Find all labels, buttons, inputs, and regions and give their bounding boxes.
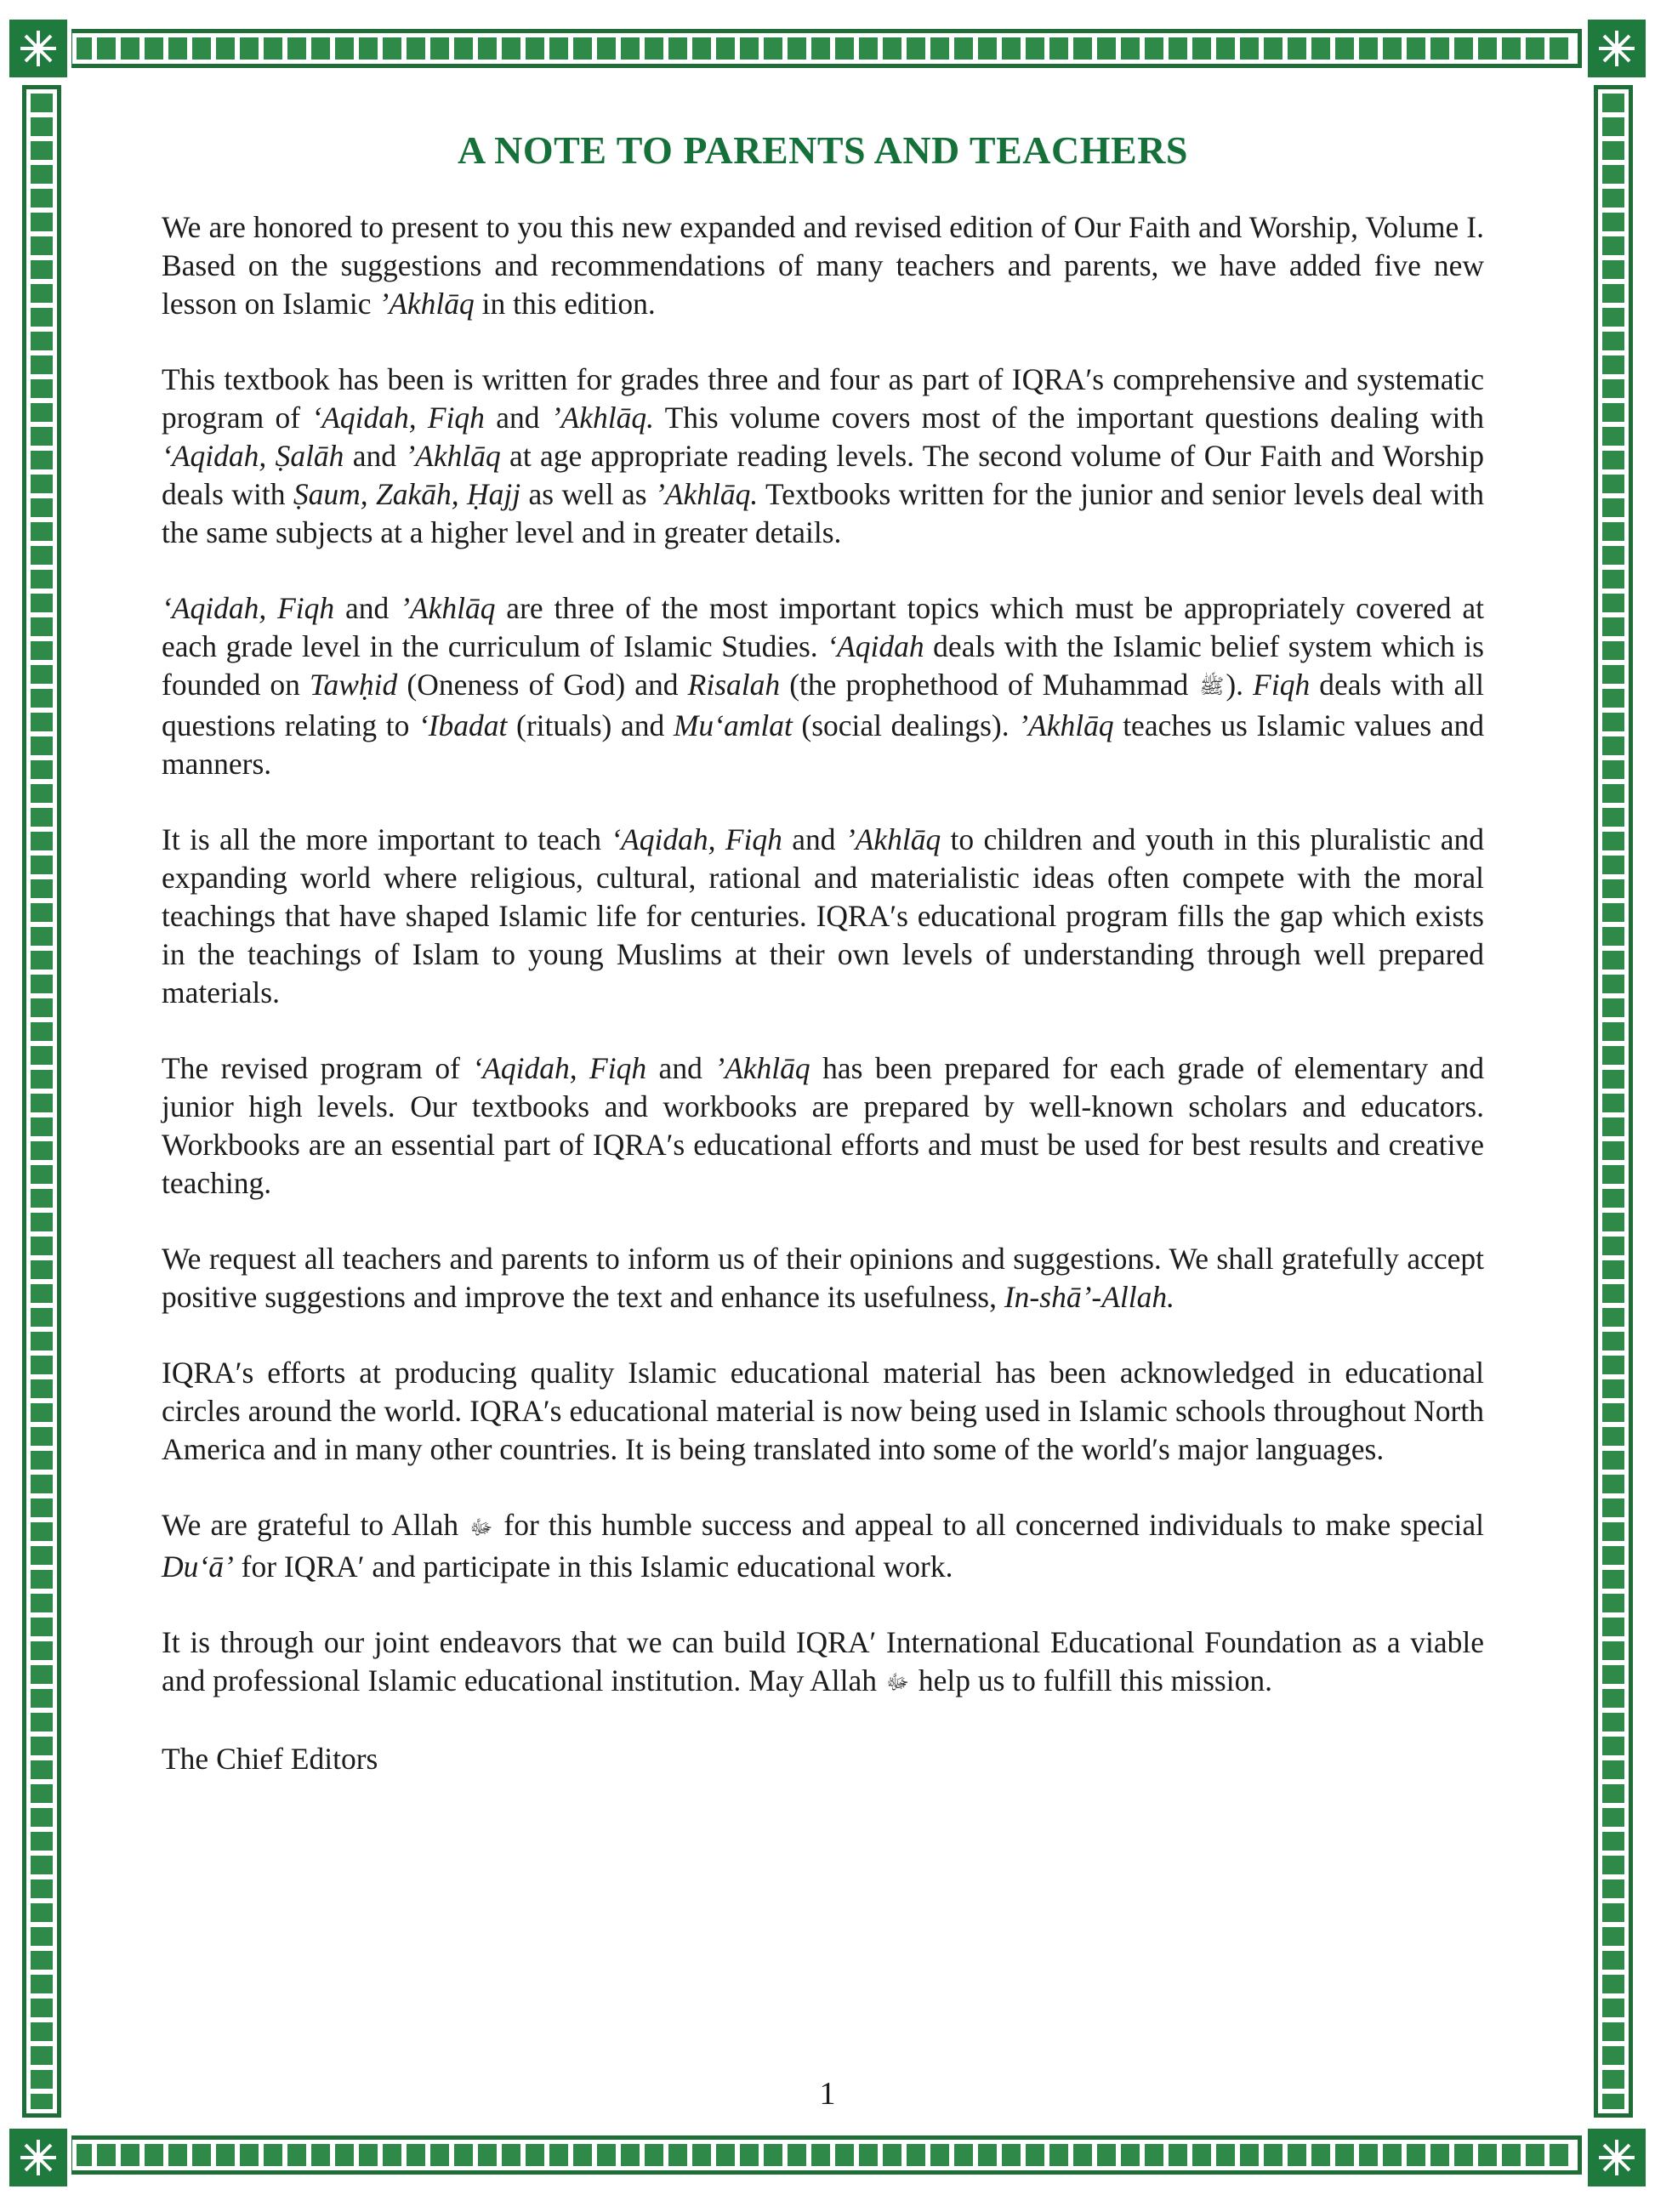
- text-run: teaches us Islamic values and manners.: [162, 708, 1484, 782]
- corner-ornament-icon: [1584, 15, 1650, 82]
- signature: The Chief Editors: [162, 1742, 378, 1777]
- italic-term: ’Akhlāq: [378, 287, 475, 321]
- paragraph-list: [162, 208, 1484, 1703]
- text-run: at age appropriate reading levels. The second volume of Our Faith and Worship deals with: [162, 439, 1484, 511]
- text-run: and: [334, 591, 401, 625]
- italic-term: Ṣaum, Zakāh, Ḥajj: [293, 477, 521, 511]
- italic-term: ‘Aqidah, Fiqh: [311, 401, 485, 435]
- text-run: Textbooks written for the junior and senior levels deal with the same subjects at a higher level and in greater details.: [162, 477, 1485, 549]
- italic-term: ’Akhlāq: [845, 822, 941, 857]
- text-run: as well as: [520, 477, 655, 511]
- page-number: 1: [819, 2076, 836, 2112]
- corner-ornament-icon: [5, 2124, 71, 2191]
- greek-key-border-top: [68, 29, 1582, 68]
- italic-term: ‘Aqidah, Ṣalāh: [162, 439, 344, 473]
- greek-key-border-bottom: [68, 2135, 1582, 2175]
- italic-term: ’Akhlāq: [400, 591, 496, 625]
- text-run: for this humble success and appeal to all concerned individuals to make special: [494, 1508, 1484, 1543]
- text-run: IQRA′s efforts at producing quality Islamic educational material has been acknowledged in educational circles around the world. IQRA′s educational material is now being used in Islamic schools throughout North America and in many other countries. It is being translated into some of the world′s major languages.: [162, 1356, 1484, 1467]
- italic-term: ‘Aqidah, Fiqh: [162, 591, 335, 625]
- text-run: ).: [1226, 668, 1254, 702]
- paragraph: [162, 361, 1484, 552]
- corner-ornament-icon: [1584, 2124, 1650, 2191]
- greek-key-border-right: [1594, 85, 1633, 2118]
- text-run: We request all teachers and parents to inform us of their opinions and suggestions. We shall gratefully accept positive suggestions and improve the text and enhance its usefulness,: [162, 1242, 1484, 1315]
- text-run: It is through our joint endeavors that we can build IQRA′ International Educational Foundation as a viable and professional Islamic educational institution. May Allah: [162, 1624, 1484, 1697]
- paragraph: [162, 1623, 1484, 1703]
- text-run: and: [782, 822, 845, 857]
- text-run: This textbook has been is written for grades three and four as part of IQRA′s comprehensive and systematic program of: [162, 362, 1484, 435]
- text-run: (rituals) and: [507, 708, 674, 743]
- italic-term: ’Akhlāq: [405, 439, 501, 473]
- italic-term: In-shā’-Allah.: [1004, 1280, 1174, 1315]
- honorific-calligraphy-icon: ﷻ: [885, 1672, 909, 1695]
- italic-term: Du‘ā’: [162, 1549, 234, 1584]
- paragraph: [162, 208, 1484, 323]
- italic-term: Risalah: [687, 668, 781, 702]
- paragraph: [162, 1506, 1484, 1585]
- text-run: and: [344, 439, 406, 473]
- italic-term: Fiqh: [1253, 668, 1311, 702]
- text-run: (the prophethood of Muhammad: [780, 668, 1198, 702]
- italic-term: ’Akhlāq.: [654, 477, 759, 511]
- paragraph: [162, 1354, 1484, 1469]
- document-body: [162, 128, 1484, 1816]
- honorific-calligraphy-icon: ﷻ: [469, 1516, 493, 1539]
- italic-term: Tawḥid: [310, 668, 398, 702]
- text-run: It is all the more important to teach: [162, 822, 611, 857]
- text-run: deals with the Islamic belief system which is founded on: [162, 629, 1484, 702]
- honorific-calligraphy-icon: ﷺ: [1199, 676, 1225, 699]
- text-run: (Oneness of God) and: [397, 668, 688, 702]
- text-run: help us to fulfill this mission.: [910, 1663, 1272, 1697]
- italic-term: ’Akhlāq: [1018, 708, 1114, 743]
- text-run: to children and youth in this pluralistic and expanding world where religious, cultural, rational and materialistic ideas often compete with the moral teachings that have shaped Islamic life for centuries. IQRA′s educational program fills the gap which exists in the teachings of Islam to young Muslims at their own levels of understanding through well prepared materials.: [162, 822, 1485, 1010]
- page-title: A NOTE TO PARENTS AND TEACHERS: [458, 128, 1188, 172]
- italic-term: ‘Ibadat: [418, 708, 508, 743]
- text-run: and: [646, 1051, 715, 1086]
- text-run: The revised program of: [162, 1051, 473, 1086]
- italic-term: ‘Aqidah, Fiqh: [611, 822, 782, 857]
- text-run: are three of the most important topics which must be appropriately covered at each grade level in the curriculum of Islamic Studies.: [162, 591, 1484, 663]
- italic-term: ’Akhlāq: [714, 1051, 810, 1086]
- paragraph: [162, 1240, 1484, 1316]
- text-run: and: [484, 401, 551, 435]
- text-run: We are honored to present to you this new expanded and revised edition of Our Faith and Worship, Volume I. Based on the suggestions and recommendations of many teachers and parents, we have added five new lesson on Islamic: [162, 210, 1484, 321]
- text-run: (social dealings).: [792, 708, 1019, 743]
- paragraph: [162, 821, 1484, 1012]
- text-run: for IQRA′ and participate in this Islamic educational work.: [233, 1549, 953, 1584]
- text-run: This volume covers most of the important questions dealing with: [654, 401, 1484, 435]
- paragraph: [162, 1049, 1484, 1203]
- italic-term: ‘Aqidah, Fiqh: [472, 1051, 647, 1086]
- text-run: deals with all questions relating to: [162, 668, 1485, 743]
- text-run: has been prepared for each grade of elementary and junior high levels. Our textbooks and workbooks are prepared by well-known scholars and educators. Workbooks are an essential part of IQRA′s educational efforts and must be used for best results and creative teaching.: [162, 1051, 1485, 1201]
- greek-key-border-left: [22, 85, 61, 2118]
- italic-term: ‘Aqidah: [827, 629, 924, 663]
- text-run: in this edition.: [474, 287, 656, 321]
- text-run: We are grateful to Allah: [162, 1508, 469, 1543]
- paragraph: [162, 589, 1484, 783]
- corner-ornament-icon: [5, 15, 71, 82]
- italic-term: Mu‘amlat: [673, 708, 793, 743]
- italic-term: ’Akhlāq.: [550, 401, 654, 435]
